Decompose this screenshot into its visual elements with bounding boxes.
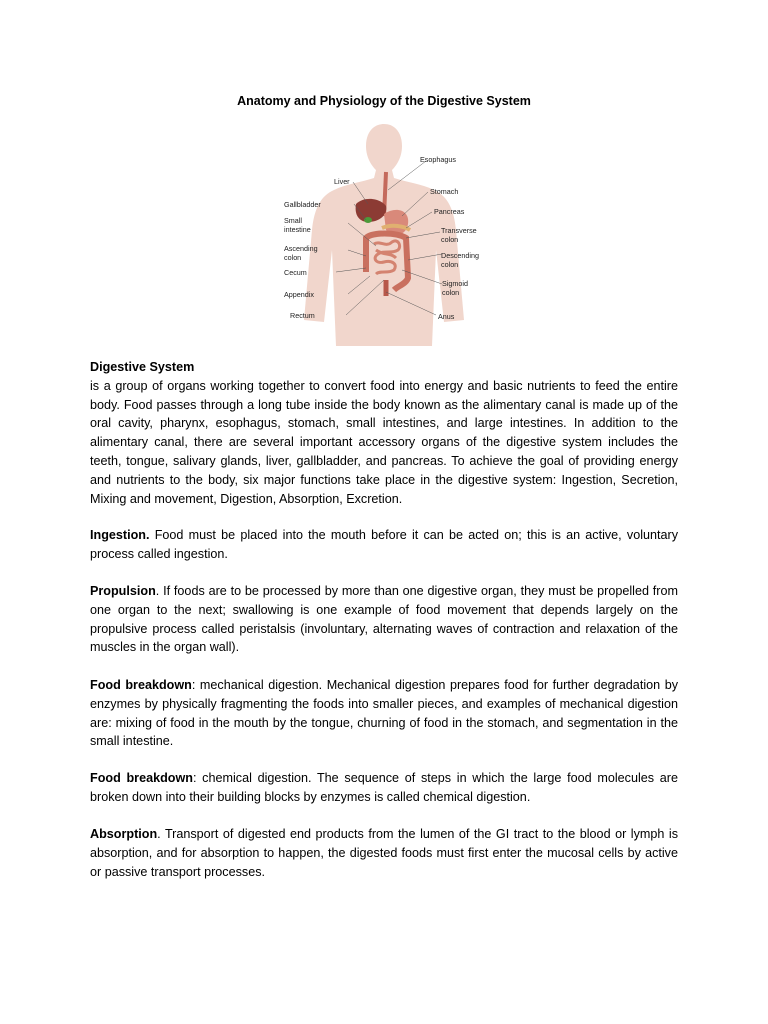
intro-paragraph: is a group of organs working together to convert food into energy and basic nutrients to feed the entire body. Food passes through a long tube inside the body known as the alimentary canal is made up of the oral cavity, pharynx, esophagus, stomach, small intestines, and large intestines. In addition to the alimentary canal, there are several important accessory organs of the digestive system includes the teeth, tongue, salivary glands, liver, gallbladder, and pancreas. To achieve the goal of providing energy and nutrients to the body, six major functions take place in the digestive system: Ingestion, Secretion, Mixing and movement, Digestion, Absorption, Excretion. [90,378,678,506]
label-descending-colon: colon [441,260,459,269]
label-appendix: Appendix [284,290,314,299]
label-liver: Liver [334,177,350,186]
gallbladder-shape [364,217,372,223]
label-ascending: Ascending [284,244,318,253]
text-chemical-digestion: : chemical digestion. The sequence of steps in which the large food molecules are broken down into their building blocks by enzymes is called chemical digestion. [90,771,678,804]
term-food-breakdown-chemical: Food breakdown [90,771,193,785]
term-food-breakdown-mechanical: Food breakdown [90,678,192,692]
text-propulsion: . If foods are to be processed by more than one digestive organ, they must be propelled from one organ to the next; swallowing is one example of food movement that depends largely on the propulsive process called peristalsis (involuntary, alternating waves of contraction and relaxation of the muscles in the organ wall). [90,584,678,655]
paragraph-propulsion [90,582,678,657]
paragraph-ingestion [90,526,678,564]
section-digestive-system [90,358,678,508]
label-ascending-colon: colon [284,253,302,262]
label-sigmoid-colon: colon [442,288,460,297]
label-stomach: Stomach [430,187,459,196]
label-cecum: Cecum [284,268,307,277]
label-small: Small [284,216,302,225]
digestive-system-illustration [276,120,492,346]
label-transverse-colon: colon [441,235,459,244]
text-ingestion: Food must be placed into the mouth before it can be acted on; this is an active, voluntary process called ingestion. [90,528,678,561]
label-esophagus: Esophagus [420,155,456,164]
paragraph-chemical-digestion [90,769,678,807]
paragraph-absorption [90,825,678,881]
label-descending: Descending [441,251,479,260]
term-absorption: Absorption [90,827,158,841]
term-ingestion: Ingestion. [90,528,150,542]
paragraph-mechanical-digestion [90,676,678,751]
term-propulsion: Propulsion [90,584,156,598]
section-heading: Digestive System [90,360,195,374]
label-pancreas: Pancreas [434,207,465,216]
label-rectum: Rectum [290,311,315,320]
label-transverse: Transverse [441,226,477,235]
label-sigmoid: Sigmoid [442,279,468,288]
text-mechanical-digestion: : mechanical digestion. Mechanical digestion prepares food for further degradation by enzymes by physically fragmenting the foods into smaller pieces, and examples of mechanical digestion are: mixing of food in the mouth by the tongue, churning of food in the stomach, and segmentation in the small intestine. [90,678,678,749]
text-absorption: . Transport of digested end products from the lumen of the GI tract to the blood or lymph is absorption, and for absorption to happen, the digested foods must first enter the mucosal cells by active or passive transport processes. [90,827,678,879]
digestive-system-diagram [276,120,492,346]
label-gallbladder: Gallbladder [284,200,321,209]
label-intestine: intestine [284,225,311,234]
document-title: Anatomy and Physiology of the Digestive System [237,94,531,108]
label-anus: Anus [438,312,455,321]
